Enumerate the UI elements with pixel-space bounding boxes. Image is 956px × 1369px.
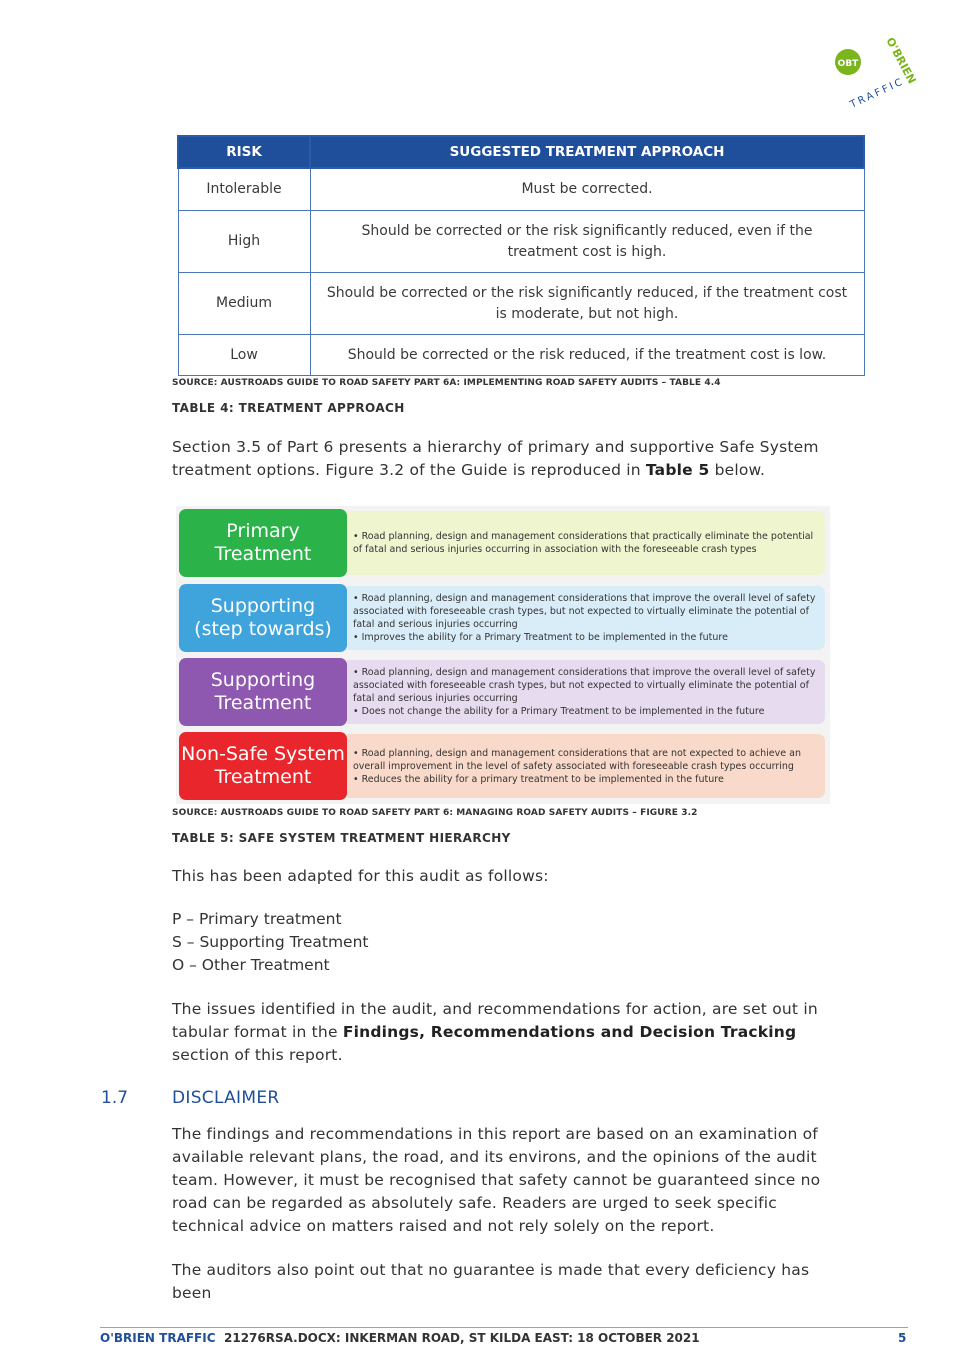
paragraph-disclaimer: The findings and recommendations in this report are based on an examination of available relevant plans, the road, and its environs, and the opinions of the audit team. However, it must be recognised that safety cannot be guaranteed since no road can be regarded as absolutely safe. Readers are urged to seek specific technical advice on matters raised and not rely solely on the report. [172,1125,821,1235]
hierarchy-row-non-safe [179,732,827,800]
footer-divider [100,1327,908,1328]
table5-ref: Table 5 [645,461,710,479]
table-row [178,168,864,211]
risk-cell: Medium [178,273,310,335]
approach-cell: Should be corrected or the risk reduced, if the treatment cost is low. [310,335,864,376]
footer-document: 21276RSA.DOCX: INKERMAN ROAD, ST KILDA EAST: 18 OCTOBER 2021 [224,1331,700,1345]
hierarchy-label: Supporting Treatment [179,658,347,726]
logo-top-text: O'BRIEN [883,35,919,86]
logo-bottom-text: TRAFFIC [848,76,907,110]
hierarchy-label: Non-Safe System Treatment [179,732,347,800]
risk-cell: High [178,211,310,273]
section-number: 1.7 [101,1088,129,1108]
approach-cell: Should be corrected or the risk significantly reduced, even if the treatment cost is high. [310,211,864,273]
paragraph-hierarchy-intro: Section 3.5 of Part 6 presents a hierarchy of primary and supportive Safe System treatment options. Figure 3.2 of the Guide is reproduced in Table 5 below. [172,438,819,479]
paragraph-adapted: This has been adapted for this audit as follows: [172,867,549,885]
table-row [178,211,864,273]
hierarchy-description: • Road planning, design and management considerations that practically eliminate the potential of fatal and serious injuries occurring in association with the foreseeable crash types [347,511,825,575]
hierarchy-row-primary [179,509,827,577]
header-approach: SUGGESTED TREATMENT APPROACH [310,136,864,168]
list-item: P – Primary treatment [172,910,342,928]
hierarchy-row-supporting [179,658,827,726]
table4-source: SOURCE: AUSTROADS GUIDE TO ROAD SAFETY PART 6A: IMPLEMENTING ROAD SAFETY AUDITS – TABLE 4.4 [172,378,721,388]
table4-caption: TABLE 4: TREATMENT APPROACH [172,401,405,415]
footer-company: O'BRIEN TRAFFIC [100,1331,216,1345]
table-row [178,273,864,335]
hierarchy-description: • Road planning, design and management considerations that improve the overall level of safety associated with foreseeable crash types, but not expected to virtually eliminate the potential of fatal and serious injuries occurring • Improves the ability for a Primary Treatment to be implemented in the future [347,586,825,650]
findings-ref: Findings, Recommendations and Decision Tracking [342,1023,797,1041]
list-item: S – Supporting Treatment [172,933,369,951]
page-number: 5 [898,1331,907,1345]
obrien-traffic-logo [826,26,922,110]
table5-caption: TABLE 5: SAFE SYSTEM TREATMENT HIERARCHY [172,831,511,845]
list-item: O – Other Treatment [172,956,330,974]
section-title: DISCLAIMER [172,1088,280,1108]
treatment-codes-list [172,908,368,977]
paragraph-issues: The issues identified in the audit, and recommendations for action, are set out in tabular format in the Findings, Recommendations and Decision Tracking section of this report. [172,1000,818,1064]
risk-cell: Intolerable [178,168,310,211]
risk-cell: Low [178,335,310,376]
hierarchy-row-supporting-step [179,584,827,652]
hierarchy-description: • Road planning, design and management considerations that improve the overall level of safety associated with foreseeable crash types, but not expected to virtually eliminate the potential of fatal and serious injuries occurring • Does not change the ability for a Primary Treatment to be implemented in the future [347,660,825,724]
table-header-row [178,136,864,168]
approach-cell: Should be corrected or the risk significantly reduced, if the treatment cost is moderate, but not high. [310,273,864,335]
treatment-approach-table [177,135,865,376]
hierarchy-description: • Road planning, design and management considerations that are not expected to achieve an overall improvement in the level of safety associated with foreseeable crash types occurring • Reduces the ability for a primary treatment to be implemented in the future [347,734,825,798]
treatment-hierarchy-figure [176,506,830,804]
header-risk: RISK [178,136,310,168]
table5-source: SOURCE: AUSTROADS GUIDE TO ROAD SAFETY PART 6: MANAGING ROAD SAFETY AUDITS – FIGURE 3.2 [172,808,698,818]
approach-cell: Must be corrected. [310,168,864,211]
hierarchy-label: Primary Treatment [179,509,347,577]
table-row [178,335,864,376]
logo-badge: OBT [837,59,859,69]
paragraph-guarantee: The auditors also point out that no guarantee is made that every deficiency has been [172,1261,810,1302]
hierarchy-label: Supporting (step towards) [179,584,347,652]
